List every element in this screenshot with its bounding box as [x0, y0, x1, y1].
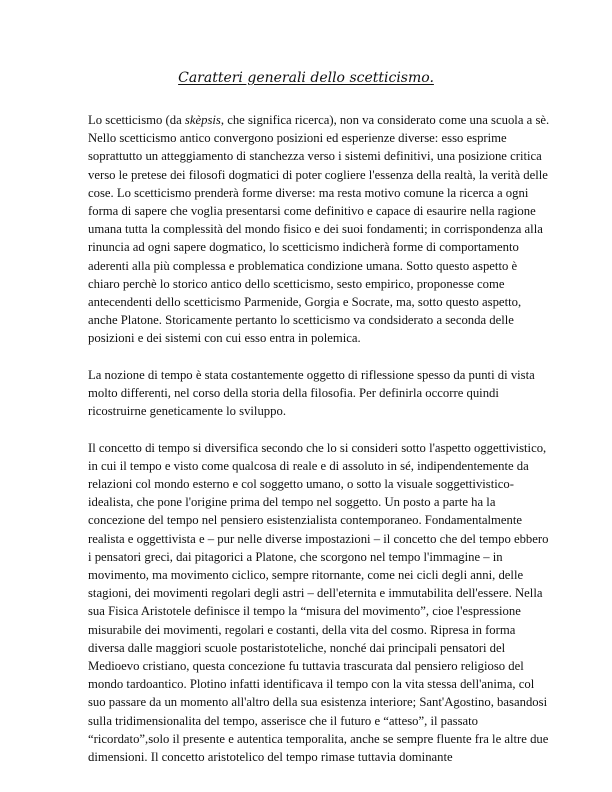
document-body	[88, 111, 550, 766]
term-skepsis: skèpsis	[184, 113, 221, 127]
paragraph-1-opening: Lo scetticismo (da	[88, 113, 185, 127]
paragraph-concetto-tempo: Il concetto di tempo si diversifica secondo che lo si consideri sotto l'aspetto oggettivistico, in cui il tempo e visto come qualcosa di reale e di assoluto in sé, indipendentemente da relazioni col mondo esterno e col soggetto umano, o sotto la visuale soggettivistico-idealista, che pone l'origine prima del tempo nel soggetto. Un posto a parte ha la concezione del tempo nel pensiero esistenzialista contemporaneo. Fondamentalmente realista e oggettivista e – pur nelle diverse impostazioni – il concetto che del tempo ebbero i pensatori greci, dai pitagorici a Platone, che scorgono nel tempo l'immagine – in movimento, ma movimento ciclico, sempre ritornante, come nei cicli degli anni, delle stagioni, dei movimenti regolari degli astri – dell'eternita e immutabilita dell'essere. Nella sua Fisica Aristotele definisce il tempo la “misura del movimento”, cioe l'espressione misurabile dei movimenti, regolari e costanti, della vita del cosmo. Ripresa in forma diversa dalle maggiori scuole postaristoteliche, nonché dai principali pensatori del Medioevo cristiano, questa concezione fu tuttavia trascurata dal pensiero religioso del mondo tardoantico. Plotino infatti identificava il tempo con la vita stessa dell'anima, col suo passare da un momento all'altro della sua esistenza interiore; Sant'Agostino, basandosi sulla tridimensionalita del tempo, asserisce che il futuro e “atteso”, il passato “ricordato”,solo il presente e autentica temporalita, anche se sempre fluente fra le altre due dimensioni. Il concetto aristotelico del tempo rimase tuttavia dominante	[88, 440, 549, 765]
paragraph-nozione-tempo: La nozione di tempo è stata costantemente oggetto di riflessione spesso da punti di vista molto differenti, nel corso della storia della filosofia. Per definirla occorre quindi ricostruirne geneticamente lo sviluppo.	[88, 367, 535, 419]
paragraph-1-text: , che significa ricerca), non va considerato come una scuola a sè. Nello scetticismo antico convergono posizioni ed esperienze diverse: esso esprime soprattutto un atteggiamento di stanchezza verso i sistemi definitivi, una posizione critica verso le pretese dei filosofi dogmatici di poter cogliere l'essenza della realtà, la verità delle cose. Lo scetticismo prenderà forme diverse: ma resta motivo comune la ricerca a ogni forma di sapere che voglia presentarsi come definitivo e capace di esaurire nella ragione umana tutta la complessità del mondo fisico e dei suoi fondamenti; in corrispondenza alla rinuncia ad ogni sapere dogmatico, lo scetticismo indicherà forme di comportamento aderenti alla più complessa e problematica condizione umana. Sotto questo aspetto è chiaro perchè lo storico antico dello scetticismo, sesto empirico, proponesse come antecendenti dello scetticismo Parmenide, Gorgia e Socrate, ma, sotto questo aspetto, anche Platone. Storicamente pertanto lo scetticismo va condsiderato a seconda delle posizioni e dei sistemi con cui esso entra in polemica.	[88, 113, 550, 346]
paragraph-scetticismo	[88, 111, 550, 348]
document-title: Caratteri generali dello scetticismo.	[178, 70, 434, 86]
